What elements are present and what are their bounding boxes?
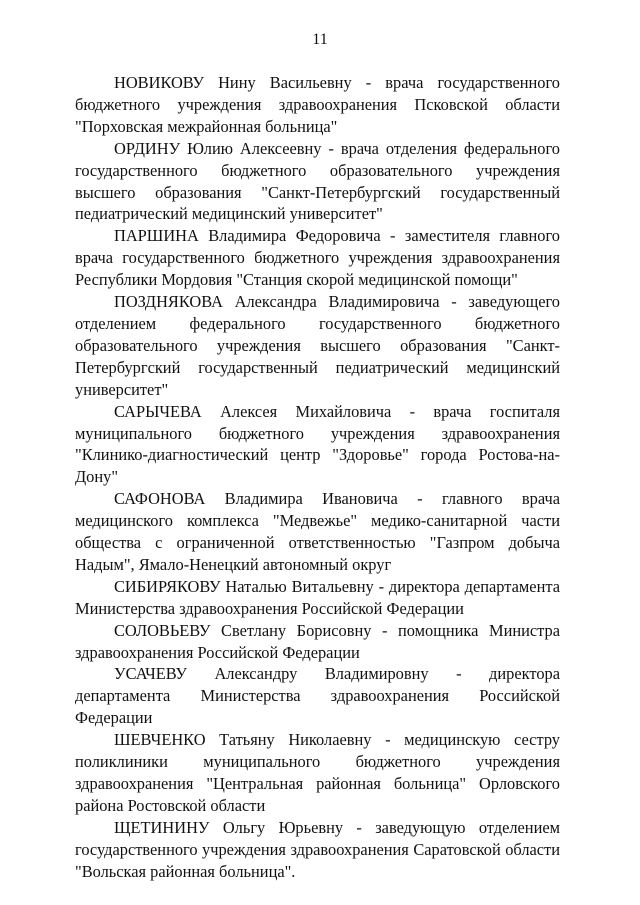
page-number: 11	[312, 31, 328, 48]
award-entry-usacheva: УСАЧЕВУ Александру Владимировну - директора департамента Министерства здравоохранения Российской Федерации	[75, 664, 560, 728]
award-entry-ordina: ОРДИНУ Юлию Алексеевну - врача отделения федерального государственного бюджетного образовательного учреждения высшего образования "Санкт-Петербургский государственный педиатрический медицинский университет"	[75, 138, 560, 224]
award-entry-sarychev: САРЫЧЕВА Алексея Михайловича - врача госпиталя муниципального бюджетного учреждения здравоохранения "Клинико-диагностический центр "Здоровье" города Ростова-на-Дону"	[75, 401, 560, 487]
award-list	[75, 72, 560, 883]
award-entry-shchetinina: ЩЕТИНИНУ Ольгу Юрьевну - заведующую отделением государственного учреждения здравоохранения Саратовской области "Вольская районная больница".	[75, 817, 560, 881]
award-entry-shevchenko: ШЕВЧЕНКО Татьяну Николаевну - медицинскую сестру поликлиники муниципального бюджетного учреждения здравоохранения "Центральная районная больница" Орловского района Ростовской области	[75, 730, 560, 815]
award-entry-safonov: САФОНОВА Владимира Ивановича - главного врача медицинского комплекса "Медвежье" медико-санитарной части общества с ограниченной ответственностью "Газпром добыча Надым", Ямало-Ненецкий автономный округ	[75, 489, 560, 574]
award-entry-sibiryakova: СИБИРЯКОВУ Наталью Витальевну - директора департамента Министерства здравоохранения Российской Федерации	[75, 576, 560, 618]
award-entry-solovyeva: СОЛОВЬЕВУ Светлану Борисовну - помощника Министра здравоохранения Российской Федерации	[75, 620, 560, 662]
award-entry-pozdnyakov: ПОЗДНЯКОВА Александра Владимировича - заведующего отделением федерального государственного бюджетного образовательного учреждения высшего образования "Санкт-Петербургский государственный педиатрический медицинский университет"	[75, 292, 560, 399]
award-entry-novikova: НОВИКОВУ Нину Васильевну - врача государственного бюджетного учреждения здравоохранения Псковской области "Порховская межрайонная больница"	[75, 73, 560, 136]
award-entry-parshin: ПАРШИНА Владимира Федоровича - заместителя главного врача государственного бюджетного учреждения здравоохранения Республики Мордовия "Станция скорой медицинской помощи"	[75, 226, 560, 290]
